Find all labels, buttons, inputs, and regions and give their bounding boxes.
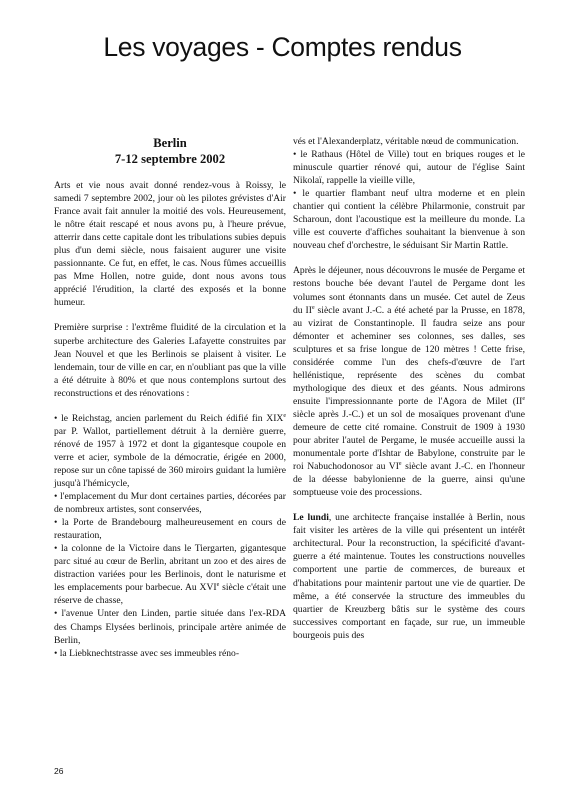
list-item: • l'emplacement du Mur dont certaines parties, décorées par de nombreux artistes, sont conservées, — [54, 491, 286, 516]
page-heading: Les voyages - Comptes rendus — [103, 32, 462, 62]
right-column — [293, 135, 525, 642]
list-item: • la colonne de la Victoire dans le Tiergarten, gigantesque parc situé au cœur de Berlin, abritant un zoo et des aires de distraction variées pour les Berlinois, dont le naturisme et les emplacements pour barbecue. Au XVIe siècle c'était une réserve de chasse, — [54, 543, 287, 607]
list-item-continued: vés et l'Alexanderplatz, véritable nœud de communication. — [293, 136, 519, 147]
article-dates: 7-12 septembre 2002 — [114, 151, 226, 166]
page-number: 26 — [54, 766, 64, 776]
list-item: • le Reichstag, ancien parlement du Reich édifié fin XIXe par P. Wallot, partiellement détruit à la dernière guerre, rénové de 1957 à 1972 et dont la gigantesque coupole en verre et acier, symbole de la démocratie, érigée en 2000, repose sur un cône tapissé de 360 miroirs guidant la lumière jusqu'à l'hémicycle, — [54, 412, 286, 489]
list-item: • l'avenue Unter den Linden, partie située dans l'ex-RDA des Champs Elysées berlinois, principale artère animée de Berlin, — [54, 608, 286, 646]
paragraph-pergamon: Après le déjeuner, nous découvrons le musée de Pergame et restons bouche bée devant l'autel de Pergame dont les volumes sont étonnants dans un musée. Cet autel de Zeus du IIe siècle avant J.-C. a été acheté par la Prusse, en 1878, au vizirat de Constantinople. Il faudra seize ans pour démonter et acheminer ses colonnes, ses dalles, ses sculptures et sa frise longue de 120 mètres ! Cette frise, considérée comme l'un des chefs-d'œuvre de l'art hellénistique, représente des scènes du combat mythologique des dieux et des géants. Nous admirons ensuite l'impressionnante porte de l'Agora de Milet (IIe siècle après J.-C.) et un sol de mosaïques provenant d'une demeure de cette cité romaine. Construit de 1909 à 1930 pour abriter l'autel de Pergame, le musée accueille aussi la monumentale porte d'Ishtar de Babylone, construite par le roi Nabuchodonosor au VIe siècle avant J.-C. en l'honneur de la déesse babylonienne de la guerre, ainsi qu'une somptueuse voie des processions. — [293, 265, 525, 499]
article-title-block — [54, 136, 286, 167]
paragraph-first-surprise: Première surprise : l'extrême fluidité de la circulation et la superbe architecture des Galeries Lafayette construites par Jean Nouvel et que les Berlinois se plaisent à visiter. Le lendemain, tour de ville en car, en n'oubliant pas que la ville a été détruite à 80% et que nous contemplons surtout des reconstructions et des rénovations : — [54, 322, 286, 399]
list-item: • le quartier flambant neuf ultra moderne et en plein chantier qui contient la célèbre Philarmonie, construit par Scharoun, dont l'acoustique est la meilleure du monde. La ville est couverte d'affiches souhaitant la bienvenue à son nouveau chef d'orchestre, le séduisant Sir Martin Rattle. — [293, 188, 525, 252]
paragraph-monday: Le lundi, une architecte française installée à Berlin, nous fait visiter les artères de la ville qui présentent un intérêt architectural. Pour la reconstruction, la spécificité d'avant-guerre a été maintenue. Toutes les constructions nouvelles comportent une partie de commerces, de bureaux et d'habitations pour maintenir partout une vie de quartier. De même, a été conservée la structure des immeubles du quartier de Kreuzberg bâtis sur le système des cours successives comportant en façade, sur rue, un immeuble bourgeois puis des — [293, 512, 525, 641]
list-item: • le Rathaus (Hôtel de Ville) tout en briques rouges et le minuscule quartier rénové qui, autour de l'église Saint Nikolaï, rappelle la vieille ville, — [293, 149, 525, 187]
paragraph-arrival: Arts et vie nous avait donné rendez-vous à Roissy, le samedi 7 septembre 2002, jour où les pilotes grévistes d'Air France avait fait annuler la moitié des vols. Heureusement, le nôtre était rescapé et nous avons pu, à l'heure prévue, atterrir dans cette capitale dont les tribulations subies depuis plus d'un demi siècle, nous faisaient augurer une visite passionnante. Ce fut, en effet, le cas. Nous fûmes accueillis pas Mme Hollen, notre guide, dont nous avons tous apprécié l'érudition, la clarté des exposés et la bonne humeur. — [54, 180, 286, 309]
sights-list — [54, 412, 286, 660]
list-item: • la Porte de Brandebourg malheureusement en cours de restauration, — [54, 517, 286, 542]
list-item: • la Liebknechtstrasse avec ses immeubles réno- — [54, 647, 240, 659]
left-column — [54, 136, 286, 660]
article-title: Berlin — [153, 136, 187, 150]
